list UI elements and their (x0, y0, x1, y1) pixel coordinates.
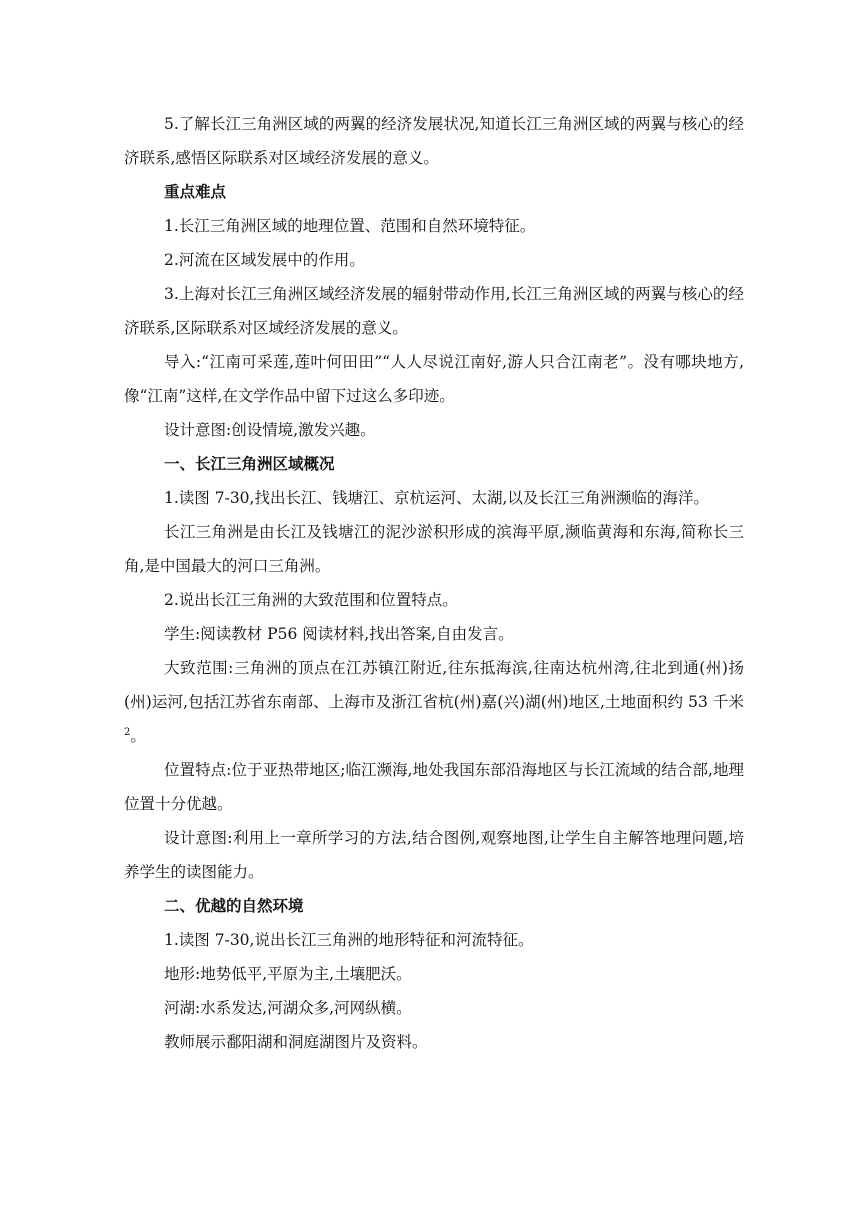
paragraph-delta-description: 长江三角洲是由长江及钱塘江的泥沙淤积形成的滨海平原,濒临黄海和东海,简称长三角,是中国最大的河口三角洲。 (124, 523, 744, 575)
heading-key-difficulties: 重点难点 (164, 183, 227, 201)
heading-section-1: 一、长江三角洲区域概况 (164, 455, 335, 473)
heading-section-2: 二、优越的自然环境 (164, 897, 304, 915)
paragraph-read-map-2: 1.读图 7-30,说出长江三角洲的地形特征和河流特征。 (164, 931, 534, 949)
paragraph-teacher-display: 教师展示鄱阳湖和洞庭湖图片及资料。 (164, 1033, 428, 1051)
paragraph-approximate-range (124, 651, 744, 753)
paragraph-design-intent-2: 设计意图:利用上一章所学习的方法,结合图例,观察地图,让学生自主解答地理问题,培养学生的读图能力。 (124, 829, 744, 881)
range-superscript: 2 (124, 727, 131, 738)
paragraph-design-intent-1: 设计意图:创设情境,激发兴趣。 (164, 421, 376, 439)
paragraph-rivers-lakes: 河湖:水系发达,河湖众多,河网纵横。 (164, 999, 412, 1017)
paragraph-introduction: 导入:“江南可采莲,莲叶何田田”“人人尽说江南好,游人只合江南老”。没有哪块地方,像“江南”这样,在文学作品中留下过这么多印迹。 (124, 353, 744, 405)
range-text: 大致范围:三角洲的顶点在江苏镇江附近,往东抵海滨,往南达杭州湾,往北到通(州)扬(州)运河,包括江苏省东南部、上海市及浙江省杭(州)嘉(兴)湖(州)地区,土地面积约 53 千米 (124, 659, 744, 711)
paragraph-read-map-1: 1.读图 7-30,找出长江、钱塘江、京杭运河、太湖,以及长江三角洲濒临的海洋。 (164, 489, 709, 507)
document-body (124, 107, 744, 1059)
paragraph-location-features: 位置特点:位于亚热带地区;临江濒海,地处我国东部沿海地区与长江流域的结合部,地理位置十分优越。 (124, 761, 744, 813)
paragraph-key-point-2: 2.河流在区域发展中的作用。 (164, 251, 365, 269)
paragraph-student-activity: 学生:阅读教材 P56 阅读材料,找出答案,自由发言。 (164, 625, 514, 643)
range-tail: 。 (130, 727, 146, 745)
paragraph-terrain: 地形:地势低平,平原为主,土壤肥沃。 (164, 965, 412, 983)
paragraph-key-point-1: 1.长江三角洲区域的地理位置、范围和自然环境特征。 (164, 217, 536, 235)
paragraph-task-2: 2.说出长江三角洲的大致范围和位置特点。 (164, 591, 458, 609)
paragraph-objective-5: 5.了解长江三角洲区域的两翼的经济发展状况,知道长江三角洲区域的两翼与核心的经济联系,感悟区际联系对区域经济发展的意义。 (124, 115, 744, 167)
paragraph-key-point-3: 3.上海对长江三角洲区域经济发展的辐射带动作用,长江三角洲区域的两翼与核心的经济联系,区际联系对区域经济发展的意义。 (124, 285, 744, 337)
